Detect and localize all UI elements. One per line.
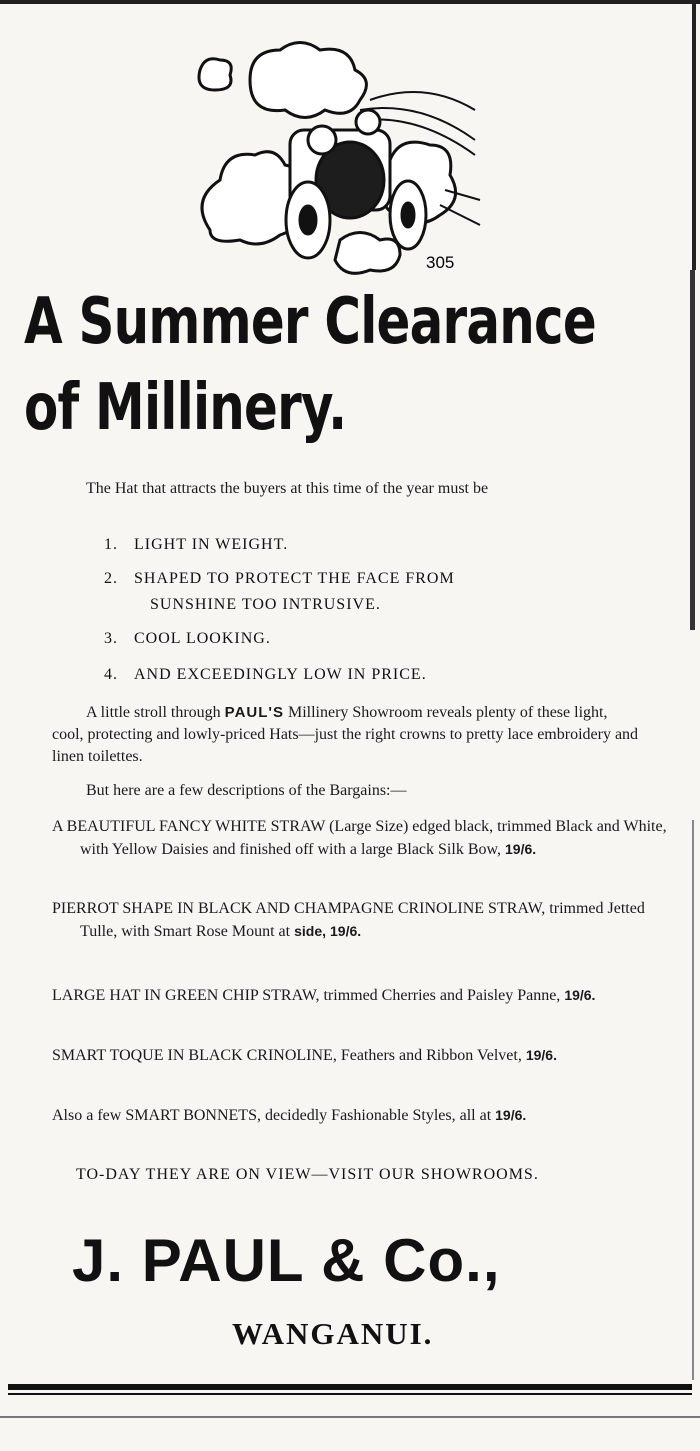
bargain-item: [52, 898, 670, 943]
motor-car-illustration: [190, 40, 490, 280]
bargain-price: 19/6.: [525, 1047, 557, 1063]
bargain-description: LARGE HAT IN GREEN CHIP STRAW, trimmed Cherries and Paisley Panne,: [52, 987, 561, 1004]
bargain-price: 19/6.: [330, 923, 362, 939]
town-name: WANGANUI.: [232, 1316, 434, 1351]
list-item: [104, 662, 427, 688]
bargain-item: [52, 816, 670, 861]
bargain-tail: side,: [294, 923, 326, 939]
list-number: 2.: [104, 570, 118, 587]
headline-line-1: A Summer Clearance: [24, 285, 596, 359]
bargain-description: A BEAUTIFUL FANCY WHITE STRAW (Large Size) edged black, trimmed Black and White, with Yellow Daisies and finished off with a large Black Silk Bow,: [52, 818, 667, 858]
list-text: LIGHT IN WEIGHT.: [134, 536, 289, 553]
bargain-description: SMART TOQUE IN BLACK CRINOLINE, Feathers and Ribbon Velvet,: [52, 1047, 522, 1064]
stroll-before: A little stroll through: [86, 704, 221, 721]
bargain-item: [52, 1104, 670, 1127]
list-text: COOL LOOKING.: [134, 630, 271, 647]
list-item: [104, 566, 455, 618]
firm-name: J. PAUL & Co.,: [72, 1227, 501, 1294]
list-number: 4.: [104, 666, 118, 683]
list-item: [104, 532, 288, 558]
showroom-tagline: TO-DAY THEY ARE ON VIEW—VISIT OUR SHOWROOMS.: [76, 1166, 539, 1183]
right-border-rule: [690, 270, 695, 630]
list-number: 3.: [104, 630, 118, 647]
stroll-after: Millinery Showroom reveals plenty of these light, cool, protecting and lowly-priced Hats—just the right crowns to pretty lace embroidery and linen toilettes.: [52, 704, 639, 765]
bargain-item: [52, 984, 670, 1007]
right-border-rule: [692, 820, 694, 1380]
list-text: AND EXCEEDINGLY LOW IN PRICE.: [134, 666, 427, 683]
brand-name: PAUL'S: [224, 704, 284, 721]
intro-text: The Hat that attracts the buyers at this time of the year must be: [86, 480, 489, 497]
list-text-continuation: SUNSHINE TOO INTRUSIVE.: [150, 596, 381, 613]
top-border-rule: [0, 0, 700, 4]
bargains-intro: But here are a few descriptions of the Bargains:—: [86, 782, 407, 799]
bottom-border-rule: [8, 1393, 692, 1395]
bargain-price: 19/6.: [495, 1107, 527, 1123]
bargain-price: 19/6.: [564, 987, 596, 1003]
bargain-description: Also a few SMART BONNETS, decidedly Fashionable Styles, all at: [52, 1107, 492, 1124]
plate-number: 305: [426, 253, 455, 272]
bargain-item: [52, 1044, 670, 1067]
list-item: [104, 626, 271, 652]
bargain-description: PIERROT SHAPE IN BLACK AND CHAMPAGNE CRINOLINE STRAW, trimmed Jetted Tulle, with Smart Rose Mount at: [52, 900, 645, 940]
stroll-paragraph: [52, 702, 640, 768]
right-border-rule: [692, 0, 696, 270]
headline-line-2: of Millinery.: [24, 371, 347, 445]
bottom-border-rule: [8, 1384, 692, 1390]
bargain-price: 19/6.: [505, 841, 537, 857]
list-text: SHAPED TO PROTECT THE FACE FROM: [134, 570, 455, 587]
footer-rule: [0, 1416, 700, 1418]
list-number: 1.: [104, 536, 118, 553]
